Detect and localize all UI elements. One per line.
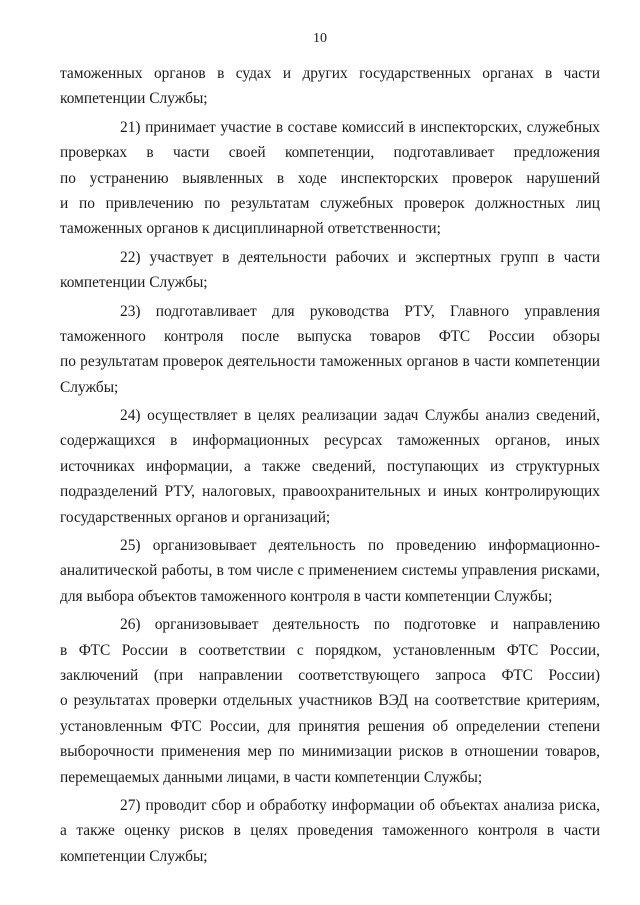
paragraph	[60, 61, 600, 112]
paragraph-line: 22) участвует в деятельности рабочих и экспертных групп в части	[120, 248, 600, 266]
paragraph-line: аналитической работы, в том числе с применением системы управления рисками,	[60, 562, 600, 580]
paragraph-line: 21) принимает участие в составе комиссий в инспекторских, служебных	[120, 118, 600, 136]
paragraph-line: в ФТС России в соответствии с порядком, установленным ФТС России,	[60, 641, 600, 659]
paragraph-line: 23) подготавливает для руководства РТУ, Главного управления	[120, 302, 600, 320]
paragraph-line: содержащихся в информационных ресурсах таможенных органов, иных	[60, 432, 600, 450]
paragraph-line: о результатах проверки отдельных участников ВЭД на соответствие критериям,	[60, 692, 600, 710]
paragraph-line: перемещаемых данными лицами, в части компетенции Службы;	[60, 768, 483, 786]
paragraph-line: Службы;	[60, 378, 119, 396]
paragraph-line: установленным ФТС России, для принятия решения об определении степени	[60, 717, 600, 735]
paragraph	[60, 403, 600, 530]
paragraph-line: выборочности применения мер по минимизации рисков в отношении товаров,	[60, 743, 600, 761]
paragraph	[60, 245, 600, 296]
paragraph	[60, 533, 600, 609]
paragraph	[60, 612, 600, 790]
paragraph-line: компетенции Службы;	[60, 274, 208, 292]
paragraph-line: по результатам проверок деятельности таможенных органов в части компетенции	[60, 353, 600, 371]
document-body	[60, 61, 600, 869]
paragraph-line: проверках в части своей компетенции, подготавливает предложения	[60, 144, 600, 162]
paragraph-line: а также оценку рисков в целях проведения таможенного контроля в части	[60, 822, 600, 840]
paragraph	[60, 793, 600, 869]
paragraph-line: и по привлечению по результатам служебных проверок должностных лиц	[60, 194, 600, 212]
paragraph-line: подразделений РТУ, налоговых, правоохранительных и иных контролирующих	[60, 483, 600, 501]
paragraph-line: 25) организовывает деятельность по проведению информационно-	[120, 537, 600, 555]
paragraph-line: 26) организовывает деятельность по подготовке и направлению	[120, 616, 600, 634]
paragraph-line: 27) проводит сбор и обработку информации об объектах анализа риска,	[120, 796, 600, 814]
paragraph-line: таможенных органов в судах и других государственных органах в части	[60, 65, 600, 82]
paragraph-line: для выбора объектов таможенного контроля в части компетенции Службы;	[60, 587, 553, 605]
paragraph-line: 24) осуществляет в целях реализации задач Службы анализ сведений,	[120, 407, 600, 425]
paragraph-line: компетенции Службы;	[60, 847, 208, 865]
paragraph-line: источниках информации, а также сведений, поступающих из структурных	[60, 457, 600, 475]
paragraph-line: заключений (при направлении соответствующего запроса ФТС России)	[60, 666, 600, 684]
paragraph-line: государственных органов и организаций;	[60, 508, 331, 526]
page-number: 10	[313, 31, 327, 46]
paragraph-line: по устранению выявленных в ходе инспекторских проверок нарушений	[60, 169, 600, 187]
paragraph	[60, 115, 600, 242]
paragraph-line: таможенных органов к дисциплинарной ответственности;	[60, 220, 441, 238]
paragraph-line: таможенного контроля после выпуска товаров ФТС России обзоры	[60, 327, 600, 345]
paragraph-line: компетенции Службы;	[60, 90, 208, 108]
paragraph	[60, 299, 600, 401]
